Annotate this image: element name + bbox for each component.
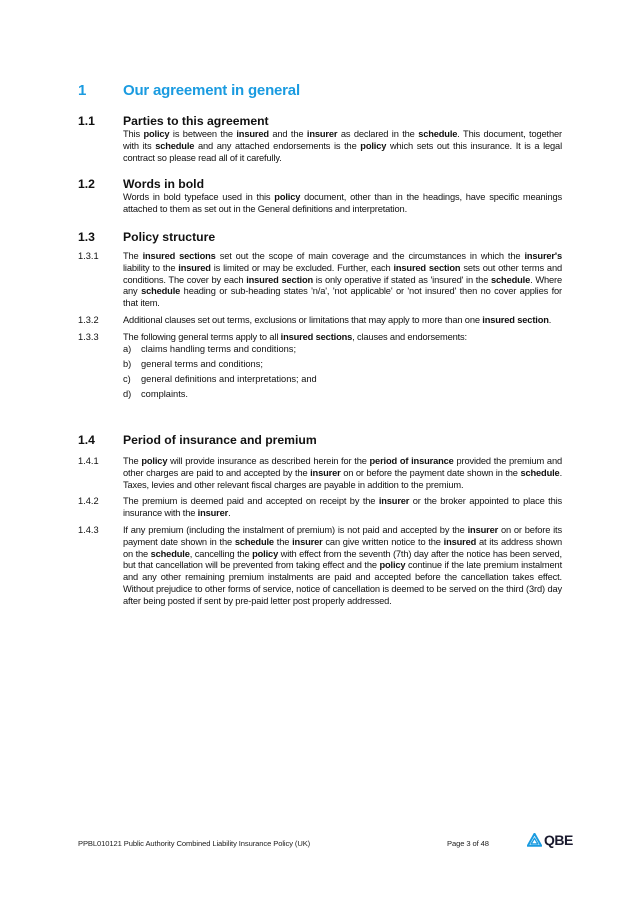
subsection-heading bbox=[78, 113, 562, 129]
list-item bbox=[123, 359, 562, 371]
text-run: . bbox=[228, 508, 231, 519]
clause-number: 1.4.1 bbox=[78, 456, 99, 466]
section-title: Our agreement in general bbox=[123, 82, 300, 99]
subsection-1-4 bbox=[78, 432, 562, 608]
defined-term: schedule bbox=[141, 286, 181, 297]
list-label: a) bbox=[123, 343, 132, 354]
text-run: as declared in the bbox=[337, 129, 419, 139]
clause-number: 1.4.3 bbox=[78, 524, 99, 535]
list-text: general definitions and interpretations; and bbox=[141, 374, 317, 385]
defined-term: insured sections bbox=[280, 331, 353, 342]
text-run: is only operative if stated as 'insured' in the bbox=[313, 274, 492, 285]
subsection-title: Period of insurance and premium bbox=[123, 433, 317, 447]
text-run: can give written notice to the bbox=[322, 536, 444, 547]
clause-text bbox=[123, 315, 562, 327]
list-label: b) bbox=[123, 358, 132, 369]
defined-term: schedule bbox=[155, 140, 195, 151]
subsection-heading bbox=[78, 176, 562, 192]
clause-1-3-3 bbox=[78, 332, 562, 344]
paragraph bbox=[123, 192, 562, 216]
defined-term: insured section bbox=[482, 314, 549, 325]
defined-term: policy bbox=[379, 560, 406, 571]
list-label: c) bbox=[123, 374, 131, 385]
defined-term: insurer bbox=[310, 467, 341, 478]
text-run: on or before its payment date shown in the bbox=[123, 524, 562, 547]
subsection-1-2 bbox=[78, 176, 562, 216]
text-run: continue if the late premium instalment and any other remaining premium instalments are paid and accepted before the cancellation takes effect. Without prejudice to other forms of service, notice of cancellation is deemed to be served on the third (3rd) day after being posted if sent by pre-paid letter post properly addressed. bbox=[123, 560, 563, 606]
list-text: general terms and conditions; bbox=[141, 358, 263, 369]
defined-term: insured bbox=[178, 262, 211, 273]
text-run: which sets out this insurance. It is a legal contract so please read all of it carefully. bbox=[123, 140, 562, 163]
clause-text bbox=[123, 332, 562, 344]
clause-1-4-3 bbox=[78, 525, 562, 608]
subsection-number: 1.3 bbox=[78, 230, 95, 244]
qbe-logo bbox=[527, 832, 573, 848]
text-run: Additional clauses set out terms, exclusions or limitations that may apply to more than one bbox=[123, 314, 483, 325]
defined-term: policy bbox=[143, 129, 170, 139]
clause-text bbox=[123, 456, 562, 491]
subsection-title: Words in bold bbox=[123, 177, 205, 191]
defined-term: policy bbox=[274, 192, 301, 202]
text-run: This bbox=[123, 129, 144, 139]
defined-term: insured section bbox=[246, 274, 313, 285]
text-run: . bbox=[548, 314, 552, 325]
list-item bbox=[123, 344, 562, 356]
list-item bbox=[123, 389, 562, 401]
clause-1-4-1 bbox=[78, 456, 562, 491]
subsection-heading bbox=[78, 229, 562, 245]
clause-number: 1.3.2 bbox=[78, 314, 99, 325]
text-run: is between the bbox=[169, 129, 237, 139]
subsection-number: 1.2 bbox=[78, 177, 95, 191]
clause-number: 1.4.2 bbox=[78, 496, 99, 507]
text-run: , clauses and endorsements: bbox=[352, 331, 467, 342]
defined-term: schedule bbox=[234, 536, 274, 547]
defined-term: policy bbox=[141, 456, 168, 466]
footer-document-title: PPBL010121 Public Authority Combined Liability Insurance Policy (UK) bbox=[78, 839, 311, 848]
list-text: claims handling terms and conditions; bbox=[141, 343, 297, 354]
defined-term: insured bbox=[443, 536, 477, 547]
clause-1-4-2 bbox=[78, 496, 562, 520]
text-run: The premium is deemed paid and accepted on receipt by the bbox=[123, 496, 379, 507]
text-run: The bbox=[123, 456, 142, 466]
text-run: If any premium (including the instalment of premium) is not paid and accepted by the bbox=[123, 524, 468, 535]
text-run: is limited or may be excluded. Further, each bbox=[210, 262, 394, 273]
defined-term: insurer bbox=[292, 536, 323, 547]
defined-term: policy bbox=[252, 548, 279, 559]
defined-term: insured sections bbox=[142, 251, 216, 261]
text-run: heading or sub-heading states 'n/a', 'not applicable' or 'not insured' then no cover applies for that item. bbox=[123, 286, 562, 309]
qbe-logo-icon bbox=[527, 833, 542, 848]
defined-term: insurer bbox=[197, 508, 229, 519]
defined-term: insurer bbox=[306, 129, 338, 139]
clause-number: 1.3.3 bbox=[78, 331, 99, 342]
text-run: with effect from the seventh (7th) day after the notice has been served, but that cancellation will be prevented from taking effect and the bbox=[123, 548, 562, 571]
defined-term: schedule bbox=[520, 467, 560, 478]
subsection-1-1 bbox=[78, 113, 562, 164]
text-run: , cancelling the bbox=[189, 548, 253, 559]
text-run: provided the premium and other charges are paid to and accepted by the bbox=[123, 456, 562, 478]
text-run: . This document, together with its bbox=[123, 129, 562, 151]
list-label: d) bbox=[123, 389, 132, 400]
text-run: sets out other terms and conditions. The cover by each bbox=[123, 262, 562, 285]
subsection-title: Parties to this agreement bbox=[123, 114, 269, 128]
text-run: the bbox=[273, 536, 293, 547]
text-run: . Taxes, levies and other relevant fiscal charges are payable in addition to the premium. bbox=[123, 467, 562, 490]
defined-term: insurer bbox=[378, 496, 410, 507]
section-number: 1 bbox=[78, 82, 87, 99]
subsection-1-3 bbox=[78, 229, 562, 401]
text-run: and the bbox=[268, 129, 307, 139]
clause-text bbox=[123, 251, 562, 310]
subsection-heading bbox=[78, 432, 562, 448]
section-heading bbox=[78, 82, 300, 99]
clause-text bbox=[123, 525, 562, 608]
defined-term: policy bbox=[360, 140, 387, 151]
text-run: The bbox=[123, 251, 143, 261]
defined-term: insurer's bbox=[524, 251, 562, 261]
text-run: will provide insurance as described herein for the bbox=[167, 456, 370, 466]
footer-page-number: Page 3 of 48 bbox=[447, 839, 489, 848]
text-run: liability to the bbox=[123, 262, 179, 273]
subsection-number: 1.4 bbox=[78, 433, 95, 447]
subsection-title: Policy structure bbox=[123, 230, 216, 244]
clause-1-3-1 bbox=[78, 251, 562, 310]
list-text: complaints. bbox=[141, 389, 189, 400]
list-item bbox=[123, 374, 562, 386]
clause-1-3-2 bbox=[78, 315, 562, 327]
defined-term: schedule bbox=[418, 129, 458, 139]
defined-term: insured section bbox=[393, 262, 461, 273]
defined-term: insurer bbox=[467, 524, 499, 535]
text-run: Words in bold typeface used in this bbox=[123, 192, 275, 202]
qbe-logo-text: QBE bbox=[544, 832, 573, 848]
text-run: set out the scope of main coverage and the circumstances in which the bbox=[215, 251, 525, 261]
text-run: . Where any bbox=[123, 274, 562, 297]
text-run: or the broker appointed to place this insurance with the bbox=[123, 496, 562, 519]
paragraph bbox=[123, 129, 562, 164]
clause-text bbox=[123, 496, 562, 520]
clause-number: 1.3.1 bbox=[78, 251, 99, 261]
text-run: and any attached endorsements is the bbox=[194, 140, 361, 151]
text-run: at its address shown on the bbox=[123, 536, 562, 559]
defined-term: period of insurance bbox=[369, 456, 454, 466]
defined-term: insured bbox=[236, 129, 269, 139]
text-run: on or before the payment date shown in the bbox=[340, 467, 521, 478]
defined-term: schedule bbox=[150, 548, 190, 559]
defined-term: schedule bbox=[491, 274, 531, 285]
text-run: The following general terms apply to all bbox=[123, 331, 281, 342]
text-run: document, other than in the headings, have specific meanings attached to them as set out in the General definitions and interpretation. bbox=[123, 192, 562, 214]
subsection-number: 1.1 bbox=[78, 114, 95, 128]
